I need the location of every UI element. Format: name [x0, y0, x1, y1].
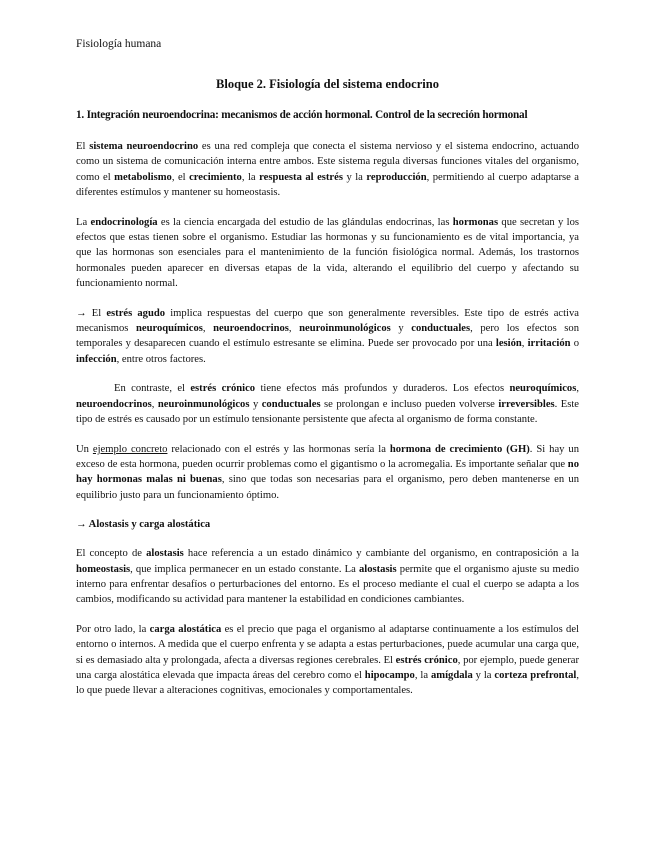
text-run: , pero los efectos son temporales y desaparecen cuando el estímulo estresante se elimina. Puede ser provocado por una	[76, 322, 580, 350]
text-run: , el	[171, 171, 190, 183]
paragraph-growth-hormone-example	[76, 442, 579, 503]
bold-term: neuroquímicos	[509, 383, 577, 395]
text-run: implica respuestas del cuerpo que son generalmente reversibles. Este tipo de estrés activa mecanismos	[76, 307, 579, 334]
text-run: , que implica permanecer en un estado constante. La	[130, 563, 359, 575]
arrow-right-icon: →	[76, 307, 87, 319]
text-run: El concepto de	[76, 548, 147, 560]
paragraph-endocrinology	[76, 215, 579, 291]
bold-term: conductuales	[261, 398, 321, 410]
underlined-term: ejemplo concreto	[92, 443, 168, 455]
bold-term: alostasis	[358, 563, 397, 575]
text-run: , lo que puede llevar a alteraciones cognitivas, emocionales y comportamentales.	[76, 670, 579, 697]
text-run: , la	[414, 670, 431, 682]
bold-term: no hay hormonas malas ni buenas	[76, 459, 579, 486]
text-run: es la ciencia encargada del estudio de las glándulas endocrinas, las	[157, 216, 453, 228]
text-run: , la	[241, 171, 260, 183]
text-run: permite que el organismo ajuste su medio interno para enfrentar desafíos o perturbaciones del entorno. Es el proceso mediante el cual el cuerpo se adapta a los cambios, modificando su actividad para mantener la estabilidad en condiciones cambiantes.	[76, 563, 580, 606]
running-header: Fisiología humana	[76, 38, 162, 50]
text-run: , entre otros factores.	[116, 353, 206, 365]
text-run: Un	[76, 443, 93, 455]
bold-term: carga alostática	[149, 624, 222, 636]
bold-term: neuroinmunológicos	[299, 322, 391, 334]
bold-term: amígdala	[430, 670, 473, 682]
text-run: , por ejemplo, puede generar una carga alostática elevada que impacta áreas del cerebro como el	[76, 654, 580, 682]
paragraph-allostasis	[76, 546, 579, 607]
bold-term: irritación	[527, 338, 571, 350]
arrow-right-icon: →	[76, 519, 87, 531]
text-run: El	[76, 141, 90, 152]
text-run: o	[570, 338, 580, 350]
subheading-text: Alostasis y carga alostática	[88, 519, 211, 531]
text-run: y la	[472, 670, 495, 682]
bold-term: hormona de crecimiento (GH)	[389, 443, 530, 455]
text-run: y la	[342, 171, 367, 183]
bold-term: alostasis	[146, 548, 184, 560]
bold-term: endocrinología	[90, 216, 158, 228]
text-run: ,	[151, 398, 158, 410]
text-run: En contraste, el	[114, 383, 191, 395]
bold-term: estrés crónico	[395, 654, 458, 666]
bold-term: lesión	[495, 338, 522, 350]
text-run: . Este tipo de estrés es causado por un estímulo tensionante persistente que afecta al organismo de forma constante.	[76, 398, 580, 425]
text-run: ,	[288, 322, 300, 334]
section-heading: 1. Integración neuroendocrina: mecanismos de acción hormonal. Control de la secreción hormonal	[76, 109, 528, 121]
text-run: El	[86, 307, 107, 319]
document-page	[76, 36, 579, 713]
text-run: Por otro lado, la	[76, 624, 150, 636]
bold-term: neuroendocrinos	[213, 322, 289, 334]
bold-term: homeostasis	[76, 563, 131, 575]
bold-term: infección	[76, 353, 117, 365]
text-run: tiene efectos más profundos y duraderos. Los efectos	[255, 383, 510, 395]
text-run: , permitiendo al cuerpo adaptarse a diferentes estímulos y mantener su homeostasis.	[76, 171, 580, 198]
text-run: y	[249, 398, 262, 410]
subheading-allostasis	[76, 517, 579, 532]
text-run: ,	[576, 383, 580, 395]
bold-term: neuroquímicos	[135, 322, 203, 334]
text-run: relacionado con el estrés y las hormonas sería la	[167, 443, 390, 455]
text-run: se prolongan e incluso pueden volverse	[320, 398, 499, 410]
text-run: hace referencia a un estado dinámico y cambiante del organismo, en contraposición a la	[183, 548, 579, 560]
bold-term: hipocampo	[364, 670, 415, 682]
paragraph-allostatic-load	[76, 622, 579, 698]
bold-term: metabolismo	[114, 171, 172, 183]
text-run: La	[76, 216, 91, 228]
bold-term: estrés crónico	[190, 383, 256, 395]
bold-term: hormonas	[452, 216, 499, 228]
text-run: es el precio que paga el organismo al adaptarse continuamente a los estímulos del entorno o internos. A medida que el cuerpo enfrenta y se adapta a estas perturbaciones, puede acumular una carga que, si es demasiado alta y prolongada, afecta a diversas regiones cerebrales. El	[76, 624, 579, 666]
bold-term: neuroinmunológicos	[157, 398, 250, 410]
paragraph-acute-stress	[76, 306, 579, 367]
text-run: y	[390, 322, 412, 334]
text-run: . Si hay un exceso de esta hormona, pueden ocurrir problemas como el gigantismo o la acromegalia. Es importante señalar que	[76, 443, 579, 471]
bold-term: reproducción	[366, 171, 427, 183]
text-run: ,	[521, 338, 528, 350]
text-run: , sino que todas son necesarias para el organismo, pero deben mantenerse en un equilibrio justo para un funcionamiento óptimo.	[76, 474, 579, 501]
bold-term: neuroendocrinos	[76, 398, 152, 410]
paragraph-chronic-stress	[76, 381, 579, 427]
bold-term: estrés agudo	[106, 307, 166, 319]
text-run: ,	[202, 322, 214, 334]
bold-term: corteza prefrontal	[494, 670, 577, 682]
text-run: es una red compleja que conecta el sistema nervioso y el sistema endocrino, actuando como un sistema de comunicación interna entre ambos. Este sistema regula diversas funciones vitales del organismo, como el	[76, 141, 579, 183]
document-title: Bloque 2. Fisiología del sistema endocrino	[216, 77, 439, 91]
paragraph-neuroendocrine-system	[76, 139, 579, 200]
bold-term: crecimiento	[189, 171, 242, 183]
bold-term: respuesta al estrés	[259, 171, 343, 183]
text-run: que secretan y los efectos que estas tienen sobre el organismo. Estudiar las hormonas y su funcionamiento es de vital importancia, ya que las hormonas son esenciales para el mantenimiento de la función fisiológica normal. Además, los trastornos hormonales pueden aparecer en diversas etapas de la vida, alterando el equilibrio del cuerpo y afectando su funcionamiento normal.	[76, 216, 580, 289]
bold-term: conductuales	[411, 322, 471, 334]
bold-term: irreversibles	[498, 398, 555, 410]
bold-term: sistema neuroendocrino	[89, 141, 199, 152]
